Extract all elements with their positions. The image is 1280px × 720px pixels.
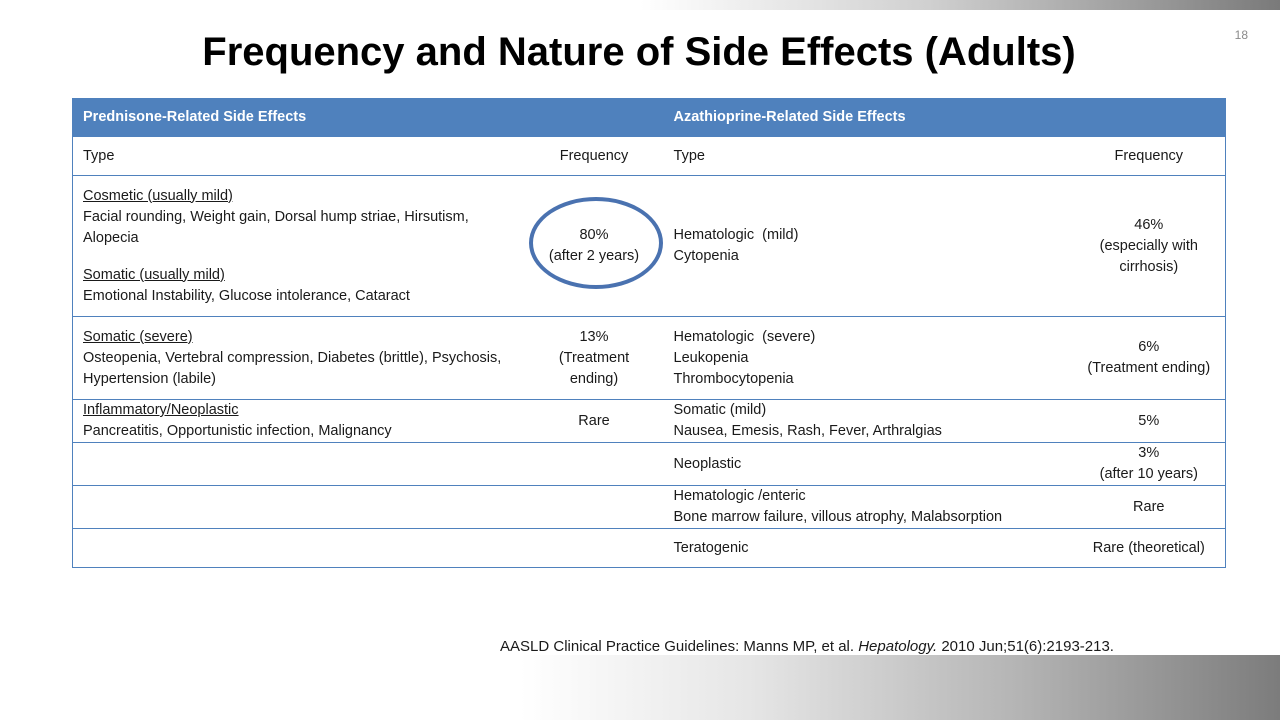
category-text: Osteopenia, Vertebral compression, Diabetes (brittle), Psychosis, Hypertension (labile) — [83, 349, 502, 387]
frequency-value: 6% — [1138, 339, 1160, 355]
prednisone-type-cell — [73, 176, 525, 317]
bottom-gradient-bar — [520, 655, 1280, 720]
prednisone-frequency-cell: Rare — [525, 400, 664, 443]
frequency-value: 46% — [1134, 216, 1164, 233]
highlight-circle — [529, 197, 663, 289]
slide-number: 18 — [1234, 28, 1248, 42]
frequency-value: 13% — [579, 328, 609, 345]
citation — [500, 638, 1114, 655]
frequency-note: (after 2 years) — [548, 248, 640, 264]
azathioprine-frequency-cell: Rare — [1073, 486, 1226, 529]
table-row — [73, 529, 1226, 568]
type-label: Hematologic /enteric — [673, 488, 806, 504]
top-gradient-bar — [640, 0, 1280, 10]
prednisone-frequency-header: Frequency — [525, 137, 664, 176]
azathioprine-frequency-cell — [1073, 317, 1226, 400]
type-text: Nausea, Emesis, Rash, Fever, Arthralgias — [673, 423, 942, 439]
prednisone-frequency-cell — [525, 529, 664, 568]
azathioprine-frequency-cell: 5% — [1073, 400, 1226, 443]
type-text: Cytopenia — [673, 248, 739, 264]
table-row — [73, 443, 1226, 486]
azathioprine-frequency-cell: Rare (theoretical) — [1073, 529, 1226, 568]
prednisone-type-cell — [73, 400, 525, 443]
prednisone-type-header: Type — [73, 137, 525, 176]
type-text: Bone marrow failure, villous atrophy, Malabsorption — [673, 509, 1003, 525]
azathioprine-frequency-cell — [1073, 443, 1226, 486]
prednisone-frequency-cell — [525, 317, 664, 400]
azathioprine-frequency-header: Frequency — [1073, 137, 1226, 176]
category-text: Pancreatitis, Opportunistic infection, Malignancy — [83, 423, 392, 439]
table-row — [73, 317, 1226, 400]
azathioprine-type-cell: Teratogenic — [664, 529, 1073, 568]
frequency-note: (especially with — [1099, 237, 1198, 254]
category-text: Emotional Instability, Glucose intolerance, Cataract — [83, 287, 410, 304]
side-effects-table — [72, 98, 1226, 568]
frequency-note: (after 10 years) — [1099, 466, 1198, 482]
table-header-row — [73, 98, 1226, 137]
type-label: Hematologic (severe) — [673, 328, 816, 345]
prednisone-frequency-cell — [525, 443, 664, 486]
type-label: Somatic (mild) — [673, 402, 767, 418]
category-label: Inflammatory/Neoplastic — [83, 402, 239, 418]
category-label: Somatic (usually mild) — [83, 266, 225, 283]
citation-suffix: 2010 Jun;51(6):2193-213. — [937, 638, 1114, 655]
column-header-row — [73, 137, 1226, 176]
category-label: Cosmetic (usually mild) — [83, 187, 233, 204]
azathioprine-type-header: Type — [664, 137, 1073, 176]
azathioprine-header: Azathioprine-Related Side Effects — [664, 98, 1226, 137]
category-text: Facial rounding, Weight gain, Dorsal hump striae, Hirsutism, Alopecia — [83, 208, 469, 246]
azathioprine-type-cell — [664, 176, 1073, 317]
frequency-value: 3% — [1138, 445, 1160, 461]
type-label: Hematologic (mild) — [673, 227, 799, 243]
frequency-note: (Treatment ending) — [1087, 360, 1211, 376]
prednisone-frequency-cell — [525, 176, 664, 317]
azathioprine-type-cell — [664, 400, 1073, 443]
type-text: Thrombocytopenia — [673, 370, 794, 387]
frequency-note: ending) — [569, 370, 619, 387]
table-row — [73, 176, 1226, 317]
azathioprine-type-cell — [664, 486, 1073, 529]
table-row — [73, 486, 1226, 529]
prednisone-type-cell — [73, 317, 525, 400]
type-text: Leukopenia — [673, 349, 749, 366]
frequency-note: cirrhosis) — [1119, 258, 1179, 275]
frequency-note: (Treatment — [558, 349, 630, 366]
prednisone-type-cell — [73, 486, 525, 529]
prednisone-frequency-cell — [525, 486, 664, 529]
azathioprine-type-cell: Neoplastic — [664, 443, 1073, 486]
prednisone-header: Prednisone-Related Side Effects — [73, 98, 664, 137]
frequency-value: 80% — [579, 227, 609, 243]
azathioprine-frequency-cell — [1073, 176, 1226, 317]
category-label: Somatic (severe) — [83, 328, 193, 345]
prednisone-type-cell — [73, 443, 525, 486]
citation-prefix: AASLD Clinical Practice Guidelines: Manns MP, et al. — [500, 638, 859, 655]
azathioprine-type-cell — [664, 317, 1073, 400]
table-row — [73, 400, 1226, 443]
prednisone-type-cell — [73, 529, 525, 568]
slide-title: Frequency and Nature of Side Effects (Adults) — [202, 30, 1076, 74]
citation-journal: Hepatology. — [858, 638, 938, 655]
